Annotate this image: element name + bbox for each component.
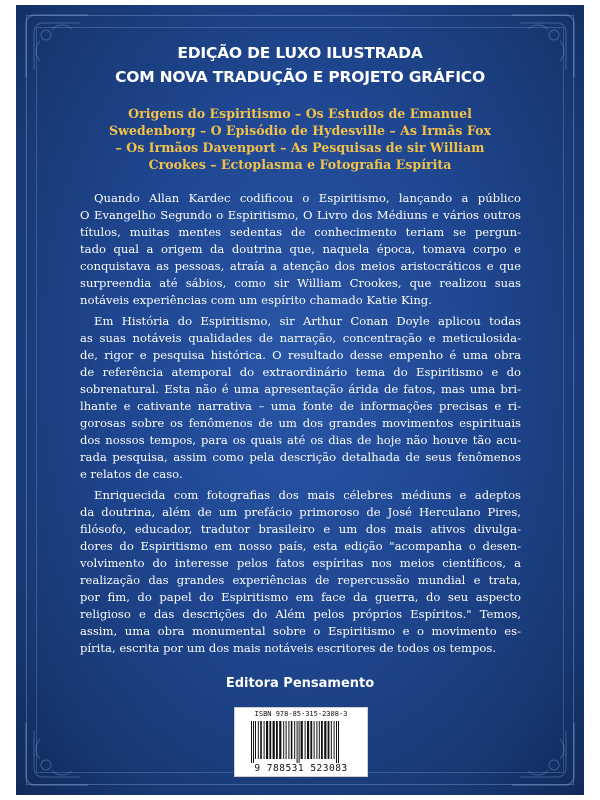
topics-summary xyxy=(96,105,504,173)
topics-line: – Os Irmãos Davenport – As Pesquisas de sir William xyxy=(115,140,485,155)
synopsis-line: surpreendia até sábios, como sir William Crookes, que realizou suas xyxy=(80,276,521,290)
isbn-label: ISBN 978-85-315-2308-3 xyxy=(254,710,348,718)
synopsis-line: lhante e cativante narrativa – uma fonte de informações precisas e ri- xyxy=(80,399,521,413)
barcode-icon xyxy=(249,721,361,763)
synopsis-line: filósofo, educador, tradutor brasileiro e um dos mais ativos divulga- xyxy=(80,522,521,536)
ean-digits: 9 788531 523083 xyxy=(254,763,348,774)
synopsis-line: títulos, muitas mentes sedentas de conhecimento teriam se pergun- xyxy=(80,225,521,239)
synopsis-line: dores do Espiritismo em nosso país, esta edição "acompanha o desen- xyxy=(80,539,521,553)
synopsis-paragraph xyxy=(80,313,521,483)
headline-line: COM NOVA TRADUÇÃO E PROJETO GRÁFICO xyxy=(115,68,485,86)
corner-ornament-icon xyxy=(508,719,578,789)
synopsis-line: conquistava as pessoas, atraía a atenção dos meios aristocráticos e que xyxy=(80,259,521,273)
synopsis-line: Enriquecida com fotografias dos mais célebres médiuns e adeptos xyxy=(94,488,521,502)
synopsis-line: as suas notáveis qualidades de narração, concentração e meticulosida- xyxy=(80,331,521,345)
book-back-cover xyxy=(16,5,584,795)
synopsis-line: por fim, do papel do Espiritismo em face da guerra, do seu aspecto xyxy=(80,590,521,604)
isbn-barcode xyxy=(234,707,368,777)
topics-line: Swedenborg – O Episódio de Hydesville – As Irmãs Fox xyxy=(108,123,491,138)
synopsis-line: notáveis experiências com um espírito chamado Katie King. xyxy=(80,293,432,307)
synopsis-line: Em História do Espiritismo, sir Arthur Conan Doyle aplicou todas xyxy=(94,314,521,328)
synopsis-line: assim, uma obra monumental sobre o Espiritismo e o movimento es- xyxy=(80,624,521,638)
synopsis-line: dos nossos tempos, para os quais até os dias de hoje não houve tão acu- xyxy=(80,433,521,447)
corner-ornament-icon xyxy=(22,719,92,789)
synopsis-line: de referência atemporal do extraordinário tema do Espiritismo e do xyxy=(80,365,521,379)
synopsis-line: da doutrina, além de um prefácio primoroso de José Herculano Pires, xyxy=(80,505,521,519)
synopsis-line: O Evangelho Segundo o Espiritismo, O Livro dos Médiuns e vários outros xyxy=(80,208,521,222)
topics-line: Crookes – Ectoplasma e Fotografia Espírita xyxy=(148,157,452,172)
synopsis-line: volvimento do interesse pelos fatos espíritas nos meios científicos, a xyxy=(80,556,521,570)
synopsis-line: tado qual a origem da doutrina que, naquela época, tomava corpo e xyxy=(80,242,521,256)
synopsis-line: Quando Allan Kardec codificou o Espiritismo, lançando a público xyxy=(94,191,521,205)
synopsis-line: religioso e das descrições do Além pelos próprios Espíritos." Temos, xyxy=(80,607,521,621)
synopsis-line: realização das grandes experiências de repercussão mundial e trata, xyxy=(80,573,521,587)
publisher-name: Editora Pensamento xyxy=(225,676,375,691)
headline-line: EDIÇÃO DE LUXO ILUSTRADA xyxy=(177,44,423,62)
synopsis-paragraph xyxy=(80,487,521,657)
synopsis-line: pírita, escrita por um dos mais notáveis escritores de todos os tempos. xyxy=(80,641,497,655)
synopsis-body xyxy=(80,190,521,661)
topics-line: Origens do Espiritismo – Os Estudos de Emanuel xyxy=(128,106,472,121)
synopsis-line: sobrenatural. Esta não é uma apresentação árida de fatos, mas uma bri- xyxy=(80,382,521,396)
edition-headline xyxy=(16,41,584,89)
synopsis-line: e relatos de caso. xyxy=(80,467,183,481)
synopsis-line: rada pesquisa, assim como pela descrição detalhada de seus fenômenos xyxy=(80,450,521,464)
synopsis-line: gorosas sobre os fenômenos de um dos grandes movimentos espirituais xyxy=(80,416,521,430)
synopsis-paragraph xyxy=(80,190,521,309)
synopsis-line: de, rigor e pesquisa histórica. O resultado desse empenho é uma obra xyxy=(80,348,521,362)
